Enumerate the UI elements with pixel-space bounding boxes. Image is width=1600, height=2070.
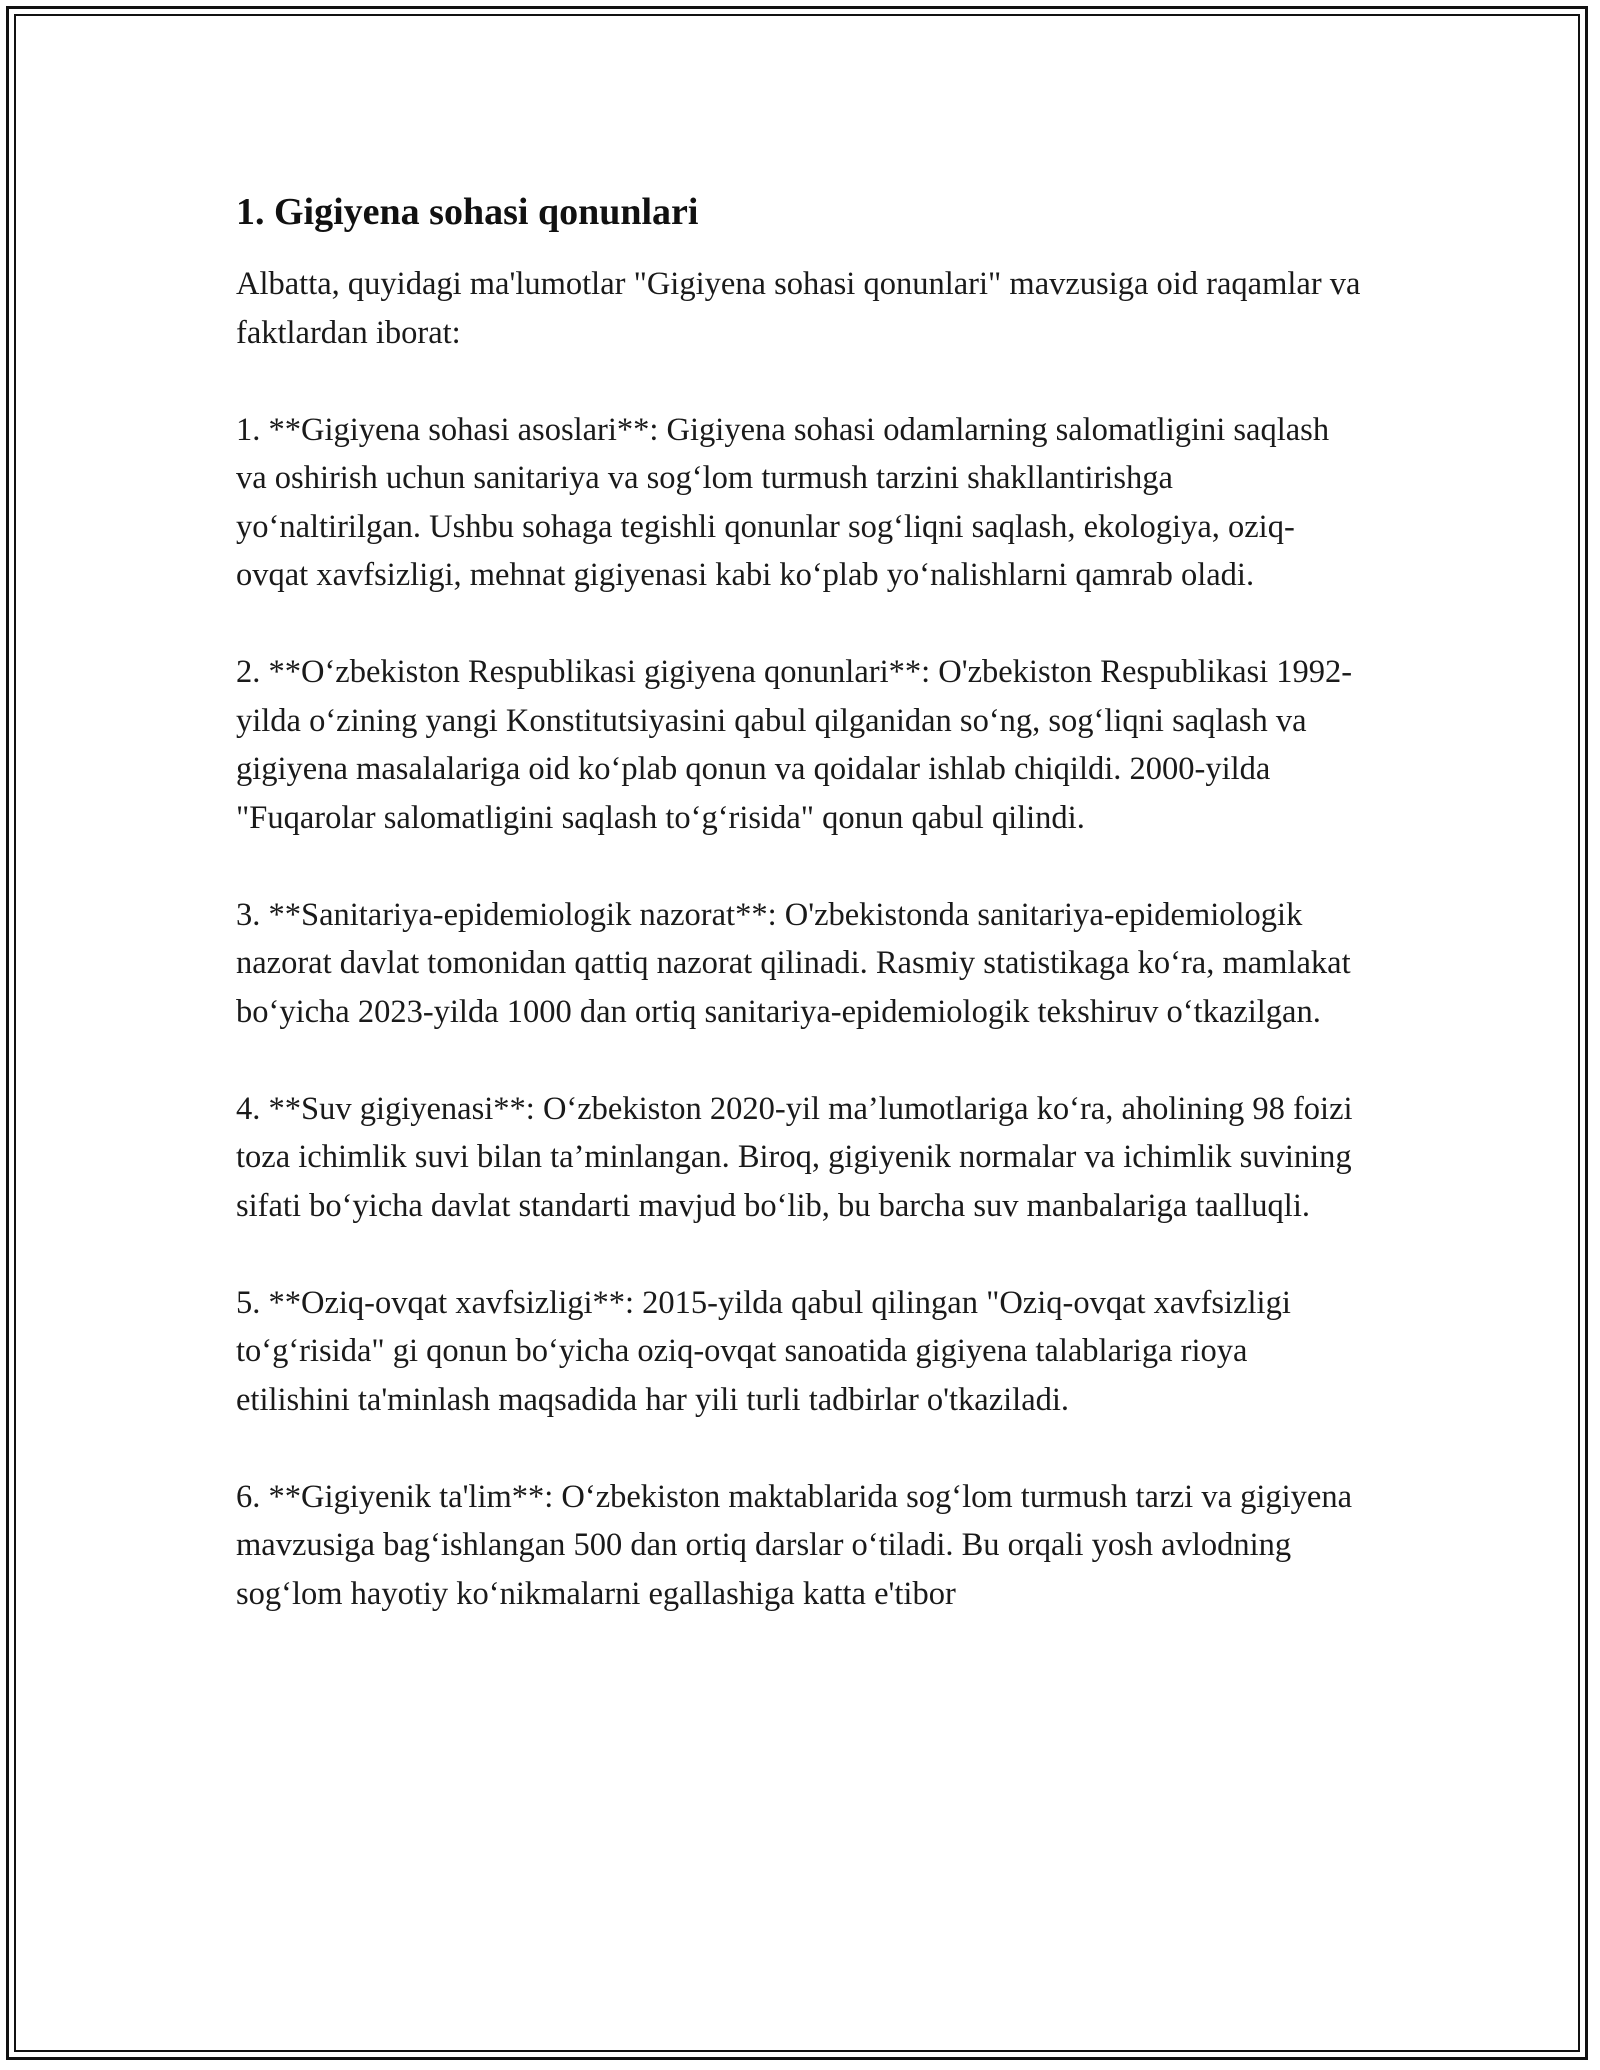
intro-paragraph: Albatta, quyidagi ma'lumotlar "Gigiyena sohasi qonunlari" mavzusiga oid raqamlar va faktlardan iborat:	[236, 266, 1361, 351]
list-item: 4. **Suv gigiyenasi**: O‘zbekiston 2020-yil ma’lumotlariga ko‘ra, aholining 98 foizi toza ichimlik suvi bilan ta’minlangan. Biroq, gigiyenik normalar va ichimlik suvining sifati bo‘yicha davlat standarti mavjud bo‘lib, bu barcha suv manbalariga taalluqli.	[236, 1090, 1353, 1224]
list-item: 6. **Gigiyenik ta'lim**: O‘zbekiston maktablarida sog‘lom turmush tarzi va gigiyena mavzusiga bag‘ishlangan 500 dan ortiq darslar o‘tiladi. Bu orqali yosh avlodning sog‘lom hayotiy ko‘nikmalarni egallashiga katta e'tibor	[236, 1478, 1353, 1612]
list-item: 3. **Sanitariya-epidemiologik nazorat**: O'zbekistonda sanitariya-epidemiologik nazorat davlat tomonidan qattiq nazorat qilinadi. Rasmiy statistikaga ko‘ra, mamlakat bo‘yicha 2023-yilda 1000 dan ortiq sanitariya-epidemiologik tekshiruv o‘tkazilgan.	[236, 896, 1351, 1030]
document-body	[236, 186, 1366, 1667]
list-item: 2. **O‘zbekiston Respublikasi gigiyena qonunlari**: O'zbekiston Respublikasi 1992-yilda o‘zining yangi Konstitutsiyasini qabul qilganidan so‘ng, sog‘liqni saqlash va gigiyena masalalariga oid ko‘plab qonun va qoidalar ishlab chiqildi. 2000-yilda "Fuqarolar salomatligini saqlash to‘g‘risida" qonun qabul qilindi.	[236, 654, 1353, 836]
document-title: 1. Gigiyena sohasi qonunlari	[236, 191, 699, 233]
list-item: 1. **Gigiyena sohasi asoslari**: Gigiyena sohasi odamlarning salomatligini saqlash va oshirish uchun sanitariya va sog‘lom turmush tarzini shakllantirishga yo‘naltirilgan. Ushbu sohaga tegishli qonunlar sog‘liqni saqlash, ekologiya, oziq-ovqat xavfsizligi, mehnat gigiyenasi kabi ko‘plab yo‘nalishlarni qamrab oladi.	[236, 411, 1330, 593]
list-item: 5. **Oziq-ovqat xavfsizligi**: 2015-yilda qabul qilingan "Oziq-ovqat xavfsizligi to‘g‘risida" gi qonun bo‘yicha oziq-ovqat sanoatida gigiyena talablariga rioya etilishini ta'minlash maqsadida har yili turli tadbirlar o'tkaziladi.	[236, 1284, 1291, 1418]
